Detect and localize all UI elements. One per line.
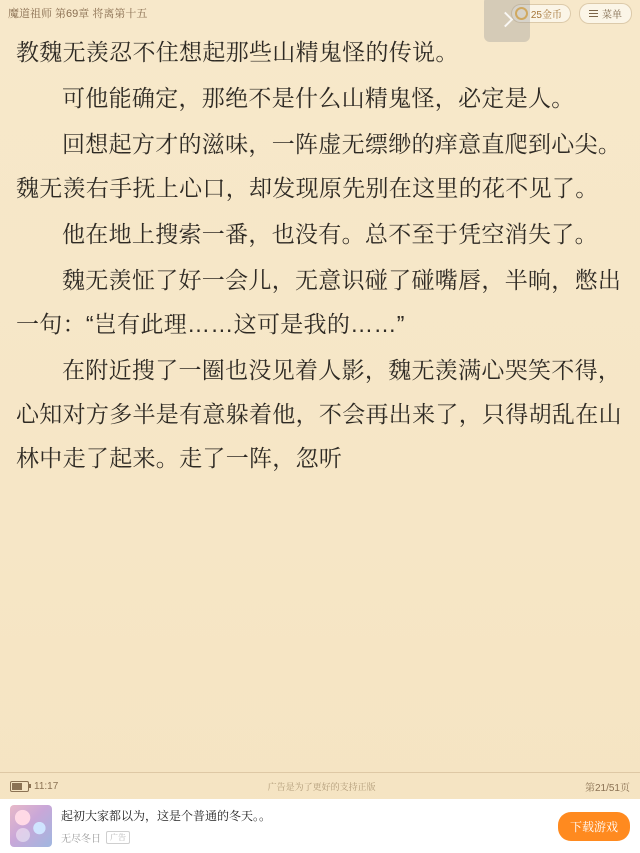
coin-balance-label: 25金币	[530, 9, 562, 21]
ad-tag-label: 广告	[106, 831, 130, 844]
paragraph: 魏无羡怔了好一会儿，无意识碰了碰嘴唇，半晌，憋出一句：“岂有此理……这可是我的……”	[16, 267, 622, 337]
battery-icon	[10, 781, 29, 792]
page-indicator: 第21/51页	[584, 782, 630, 794]
ad-notice-label: 广告是为了更好的支持正版	[267, 781, 376, 792]
paragraph: 他在地上搜索一番，也没有。总不至于凭空消失了。	[62, 221, 598, 247]
menu-button[interactable]	[579, 3, 632, 24]
download-game-button[interactable]: 下载游戏	[558, 812, 630, 841]
top-bar	[0, 0, 640, 26]
ad-subtitle-group	[61, 830, 549, 845]
ad-banner[interactable]	[0, 799, 640, 853]
clock-label: 11:17	[34, 780, 59, 792]
menu-label: 菜单	[602, 9, 622, 21]
paragraph: 可他能确定，那绝不是什么山精鬼怪，必定是人。	[62, 85, 575, 111]
ad-thumbnail-icon	[10, 805, 52, 847]
ad-title: 起初大家都以为，这是个普通的冬天。。	[61, 809, 272, 823]
chapter-content[interactable]	[0, 26, 640, 772]
floating-next-page-button[interactable]	[484, 0, 530, 42]
paragraph: 在附近搜了一圈也没见着人影，魏无羡满心哭笑不得，心知对方多半是有意躲着他，不会再出来了，只得胡乱在山林中走了起来。走了一阵，忽听	[16, 357, 622, 471]
status-bar	[0, 772, 640, 799]
chevron-right-icon	[498, 11, 514, 27]
ad-source-label: 无尽冬日	[61, 834, 101, 845]
chapter-info: 魔道祖师 第69章 将离第十五	[8, 8, 148, 20]
paragraph: 教魏无羡忍不住想起那些山精鬼怪的传说。	[16, 39, 459, 65]
ad-text-group	[61, 807, 549, 845]
paragraph: 回想起方才的滋味，一阵虚无缥缈的痒意直爬到心尖。魏无羡右手抚上心口，却发现原先别在这里的花不见了。	[16, 131, 622, 201]
status-left-group	[10, 781, 58, 792]
hamburger-icon	[589, 10, 598, 17]
